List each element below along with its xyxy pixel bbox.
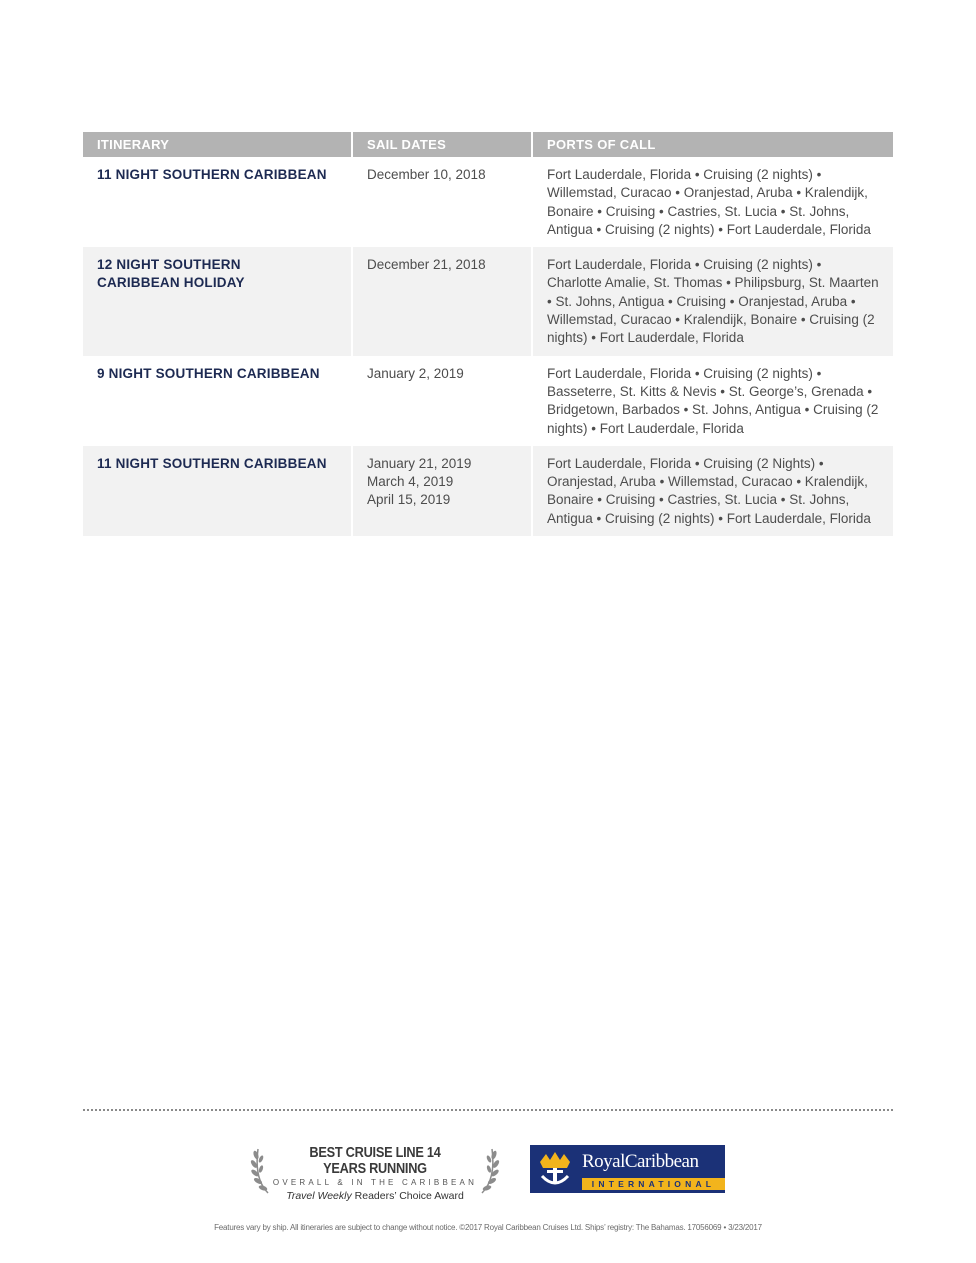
- brand-tagline: INTERNATIONAL: [582, 1178, 725, 1190]
- footer-disclaimer: Features vary by ship. All itineraries are subject to change without notice. ©2017 Royal Caribbean Cruises Ltd. Ships’ registry: The Bahamas. 17056069 • 3/23/2017: [214, 1223, 762, 1232]
- publication-name: Travel Weekly: [286, 1190, 352, 1202]
- brand-name: RoyalCaribbean: [582, 1151, 699, 1172]
- header-ports-of-call: PORTS OF CALL: [533, 132, 893, 157]
- award-name: Readers’ Choice Award: [354, 1190, 464, 1202]
- sail-date: March 4, 2019: [367, 474, 454, 490]
- award-title: BEST CRUISE LINE 14 YEARS RUNNING: [309, 1144, 441, 1177]
- sail-dates: [353, 356, 531, 446]
- royal-caribbean-logo: [530, 1145, 725, 1193]
- award-badge: [250, 1143, 500, 1202]
- laurel-left-icon: [250, 1143, 272, 1195]
- ports-of-call: Fort Lauderdale, Florida • Cruising (2 Nights) • Oranjestad, Aruba • Willemstad, Curacao • Kralendijk, Bonaire • Cruising • Castries, St. Lucia • St. Johns, Antigua • Cruising (2 nights) • Fort Lauderdale, Florida: [533, 446, 893, 536]
- award-text: [272, 1145, 478, 1203]
- sail-date: December 10, 2018: [367, 167, 486, 182]
- header-sail-dates: SAIL DATES: [353, 132, 531, 157]
- award-publication: [272, 1189, 478, 1203]
- award-subtitle: OVERALL & IN THE CARIBBEAN: [272, 1178, 478, 1187]
- sail-dates: [353, 446, 531, 536]
- ports-of-call: Fort Lauderdale, Florida • Cruising (2 nights) • Basseterre, St. Kitts & Nevis • St. George’s, Grenada • Bridgetown, Barbados • St. Johns, Antigua • Cruising (2 nights) • Fort Lauderdale, Florida: [547, 365, 879, 436]
- sail-date: April 15, 2019: [367, 492, 451, 508]
- table-row: [83, 356, 893, 446]
- sail-dates: [353, 247, 531, 355]
- header-itinerary: ITINERARY: [83, 132, 351, 157]
- table-row: [83, 247, 893, 355]
- sail-date: January 2, 2019: [367, 365, 464, 381]
- crown-anchor-icon: [534, 1148, 576, 1190]
- itinerary-name: 9 NIGHT SOUTHERN CARIBBEAN: [97, 365, 320, 381]
- sail-date: December 21, 2018: [367, 257, 486, 273]
- sail-dates: [353, 157, 531, 247]
- ports-of-call: Fort Lauderdale, Florida • Cruising (2 nights) • Willemstad, Curacao • Oranjestad, Aruba • Kralendijk, Bonaire • Cruising • Castries, St. Lucia • St. Johns, Antigua • Cruising (2 nights) • Fort Lauderdale, Florida: [547, 167, 871, 237]
- itinerary-table: [83, 132, 893, 536]
- ports-of-call: Fort Lauderdale, Florida • Cruising (2 nights) • Charlotte Amalie, St. Thomas • Philipsburg, St. Maarten • St. Johns, Antigua • Cruising • Oranjestad, Aruba • Willemstad, Curacao • Kralendijk, Bonaire • Cruising (2 nights) • Fort Lauderdale, Florida: [533, 247, 893, 355]
- table-row: [83, 157, 893, 247]
- itinerary-name: 11 NIGHT SOUTHERN CARIBBEAN: [83, 446, 351, 536]
- itinerary-name: 12 NIGHT SOUTHERN CARIBBEAN HOLIDAY: [83, 247, 351, 355]
- laurel-right-icon: [478, 1143, 500, 1195]
- sail-date: January 21, 2019: [367, 455, 472, 471]
- table-row: [83, 446, 893, 536]
- dotted-divider: [83, 1109, 893, 1111]
- table-header-row: [83, 132, 893, 157]
- itinerary-name: 11 NIGHT SOUTHERN CARIBBEAN: [97, 167, 327, 182]
